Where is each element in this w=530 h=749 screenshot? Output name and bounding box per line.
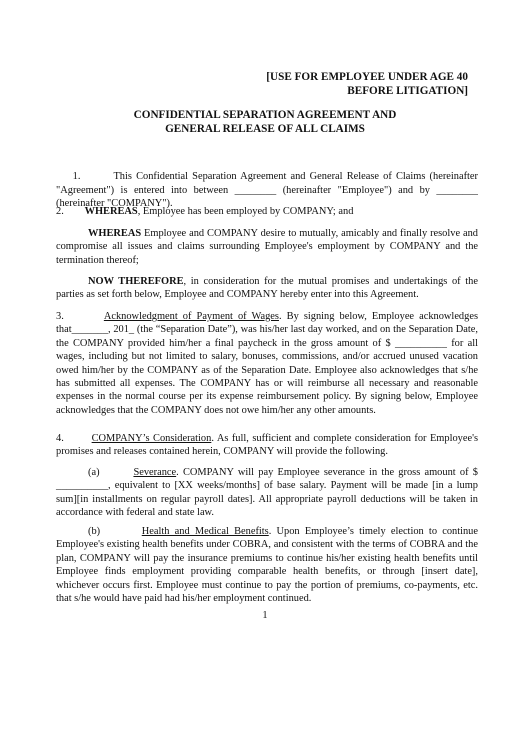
paragraph-4a-severance bbox=[56, 466, 481, 520]
page-number: 1 bbox=[262, 610, 268, 621]
paragraph-whereas-resolve bbox=[56, 227, 478, 267]
paragraph-4a-heading: Severance bbox=[133, 467, 177, 478]
paragraph-4b-health-benefits bbox=[56, 525, 481, 605]
paragraph-2-text: , Employee has been employed by COMPANY; and bbox=[137, 206, 354, 217]
paragraph-2-lead: WHEREAS bbox=[84, 206, 138, 217]
paragraph-2-whereas-employment bbox=[56, 205, 478, 218]
paragraph-4a-text: . COMPANY will pay Employee severance in the gross amount of $ __________, equivalent to [XX weeks/months] of base salary. Payment will be made [in a lump sum][in installments on regular payroll dates]. All appropriate payroll deductions will be taken in accordance with federal and state law. bbox=[56, 467, 481, 519]
paragraph-whereas-lead: WHEREAS bbox=[88, 228, 142, 239]
document-title-line-1: CONFIDENTIAL SEPARATION AGREEMENT AND bbox=[133, 109, 397, 121]
paragraph-4-heading: COMPANY’s Consideration bbox=[91, 433, 212, 444]
paragraph-1-text: 1. This Confidential Separation Agreement and General Release of Claims (hereinafter "Agreement") is entered into between ________ (hereinafter "Employee") and by ________ (hereinafter "COMPANY"). bbox=[56, 171, 481, 210]
document-title bbox=[0, 108, 530, 136]
paragraph-4b-number: (b) bbox=[88, 526, 142, 537]
paragraph-2-number: 2. bbox=[56, 206, 85, 217]
paragraph-4b-text: . Upon Employee’s timely election to continue Employee's existing health benefits under COBRA, and consistent with the terms of COBRA and the plan, COMPANY will pay the insurance premiums to continue his/her existing health benefits until Employee finds employment providing comparable health benefits, or through [insert date], whichever occurs first. Employee must continue to pay the portion of premiums, co-payments, etc. that s/he would have paid had his/her employment continued. bbox=[56, 526, 481, 605]
usage-note bbox=[266, 70, 468, 98]
paragraph-3-wages bbox=[56, 310, 481, 417]
paragraph-3-number: 3. bbox=[56, 311, 104, 322]
paragraph-4b-heading: Health and Medical Benefits bbox=[141, 526, 269, 537]
paragraph-4-number: 4. bbox=[56, 433, 92, 444]
paragraph-3-text: . By signing below, Employee acknowledges that_______, 201_ (the “Separation Date”), was his/her last day worked, and on the Separation Date, the COMPANY provided him/her a final paycheck in the gross amount of $ __________ for all wages, including but not limited to salary, bonuses, commissions, and/or accrued unused vacation owed him/her by the COMPANY as of the Separation Date. Employee also acknowledges that s/he has submitted all expenses. The COMPANY has or will reimburse all necessary and reasonable expenses in the normal course per its expense reimbursement policy. By signing below, Employee acknowledges that the COMPANY does not owe him/her any other amounts. bbox=[56, 311, 481, 416]
paragraph-4-consideration bbox=[56, 432, 481, 459]
paragraph-whereas-text: Employee and COMPANY desire to mutually, amicably and finally resolve and compromise all issues and claims surrounding Employee's employment by COMPANY and the termination thereof; bbox=[56, 228, 478, 266]
paragraph-now-therefore-text: , in consideration for the mutual promises and undertakings of the parties as set forth below, Employee and COMPANY hereby enter into this Agreement. bbox=[56, 276, 478, 301]
paragraph-now-therefore-lead: NOW THEREFORE bbox=[88, 276, 184, 287]
paragraph-4-text: . As full, sufficient and complete consideration for Employee's promises and releases contained herein, COMPANY will provide the following. bbox=[56, 433, 481, 458]
paragraph-3-heading: Acknowledgment of Payment of Wages bbox=[103, 311, 279, 322]
usage-note-line-2: BEFORE LITIGATION] bbox=[347, 85, 468, 97]
document-title-line-2: GENERAL RELEASE OF ALL CLAIMS bbox=[165, 123, 365, 135]
paragraph-4a-number: (a) bbox=[88, 467, 134, 478]
usage-note-line-1: [USE FOR EMPLOYEE UNDER AGE 40 bbox=[266, 71, 468, 83]
paragraph-now-therefore bbox=[56, 275, 478, 302]
